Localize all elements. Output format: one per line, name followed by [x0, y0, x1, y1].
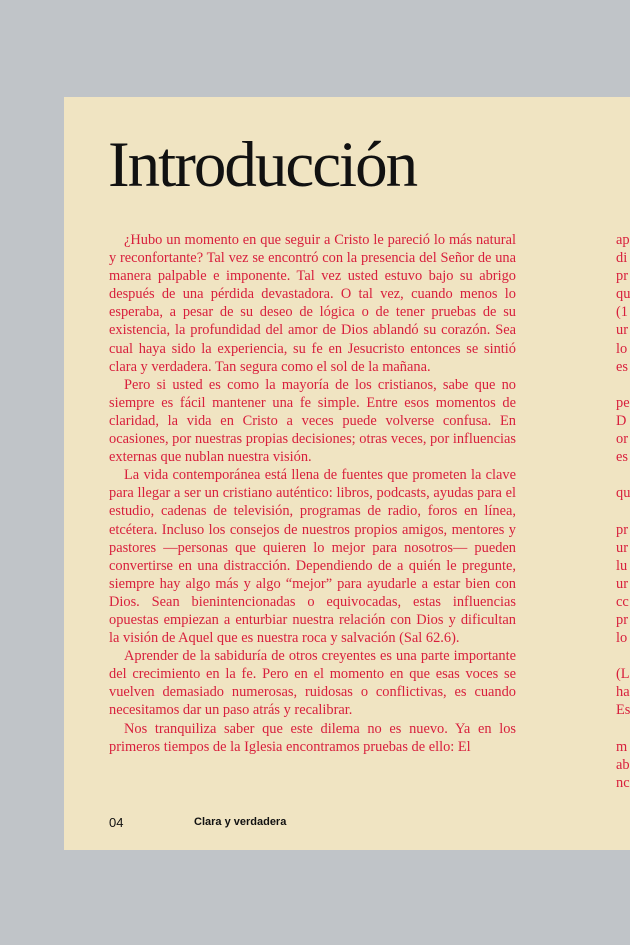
column-fragment-line: (1	[616, 304, 628, 321]
column-fragment-line: nc	[616, 774, 630, 791]
column-fragment-line: qu	[616, 286, 630, 303]
paragraph: Pero si usted es como la mayoría de los cristianos, sabe que no siempre es fácil mantener una fe simple. Entre esos momentos de claridad, la vida en Cristo a veces puede volverse confusa. En ocasiones, por nuestras propias decisiones; otras veces, por influencias externas que nublan nuestra visión.	[109, 376, 516, 466]
column-fragment-line: es	[616, 358, 628, 375]
paragraph: ¿Hubo un momento en que seguir a Cristo le pareció lo más natural y reconfortante? Tal vez se encontró con la presencia del Señor de una manera palpable e imponente. Tal vez usted estuvo bajo su abrigo después de una pérdida devastadora. O tal vez, cuando menos lo esperaba, a pesar de su deseo de lógica o de tener pruebas de su existencia, la profundidad del amor de Dios ablandó su corazón. Sea cual haya sido la experiencia, su fe en Jesucristo entonces se sintió clara y verdadera. Tan segura como el sol de la mañana.	[109, 232, 516, 375]
column-fragment-line	[616, 720, 630, 738]
column-fragment-line: pr	[616, 521, 628, 538]
column-fragment-line: Es	[616, 702, 630, 719]
column-fragment-line: or	[616, 431, 628, 448]
column-fragment-line: lo	[616, 340, 628, 357]
column-fragment-line: lu	[616, 557, 628, 574]
column-fragment-line: (L	[616, 666, 630, 683]
column-fragment-line: ab	[616, 756, 630, 773]
column-fragment-line	[616, 502, 630, 520]
column-fragment-line: D	[616, 412, 627, 429]
column-fragment-line: lo	[616, 630, 628, 647]
column-fragment-line: ap	[616, 232, 630, 248]
running-footer-title: Clara y verdadera	[194, 816, 287, 828]
page-title: Introducción	[108, 129, 417, 201]
column-fragment-line: es	[616, 449, 628, 466]
column-fragment-line	[616, 376, 630, 394]
column-fragment-line: ha	[616, 684, 630, 701]
column-fragment-line: ur	[616, 575, 628, 592]
body-text-column	[109, 231, 516, 756]
column-fragment-line: di	[616, 250, 628, 267]
column-fragment-line: m	[616, 738, 628, 755]
column-fragment-line	[616, 466, 630, 484]
column-fragment-line: pe	[616, 394, 630, 411]
column-fragment-line: pr	[616, 268, 628, 285]
book-page	[64, 97, 630, 850]
paragraph: Aprender de la sabiduría de otros creyentes es una parte importante del crecimiento en la fe. Pero en el momento en que esas voces se vuelven demasiado numerosas, ruidosas o conflictivas, es cuando necesitamos dar un paso atrás y recalibrar.	[109, 648, 516, 719]
column-fragment-line: ur	[616, 322, 628, 339]
column-fragment-line: pr	[616, 611, 628, 628]
next-column-fragments	[616, 231, 630, 792]
page-number: 04	[109, 815, 124, 830]
column-fragment-line	[616, 647, 630, 665]
column-fragment-line: cc	[616, 593, 629, 610]
paragraph: Nos tranquiliza saber que este dilema no es nuevo. Ya en los primeros tiempos de la Iglesia encontramos pruebas de ello: El	[109, 720, 516, 755]
column-fragment-line: ur	[616, 539, 628, 556]
paragraph: La vida contemporánea está llena de fuentes que prometen la clave para llegar a ser un cristiano auténtico: libros, podcasts, ayudas para el estudio, cadenas de televisión, programas de radio, foros en línea, etcétera. Incluso los consejos de nuestros propios amigos, mentores y pastores —personas que quieren lo mejor para nosotros— pueden convertirse en una distracción. Dependiendo de a quién le pregunte, siempre hay algo más y algo “mejor” para ayudarle a estar bien con Dios. Sean bienintencionadas o equivocadas, estas influencias opuestas empiezan a enturbiar nuestra relación con Dios y dificultan la visión de Aquel que es nuestra roca y salvación (Sal 62.6).	[109, 467, 516, 647]
column-fragment-line: qu	[616, 485, 630, 502]
